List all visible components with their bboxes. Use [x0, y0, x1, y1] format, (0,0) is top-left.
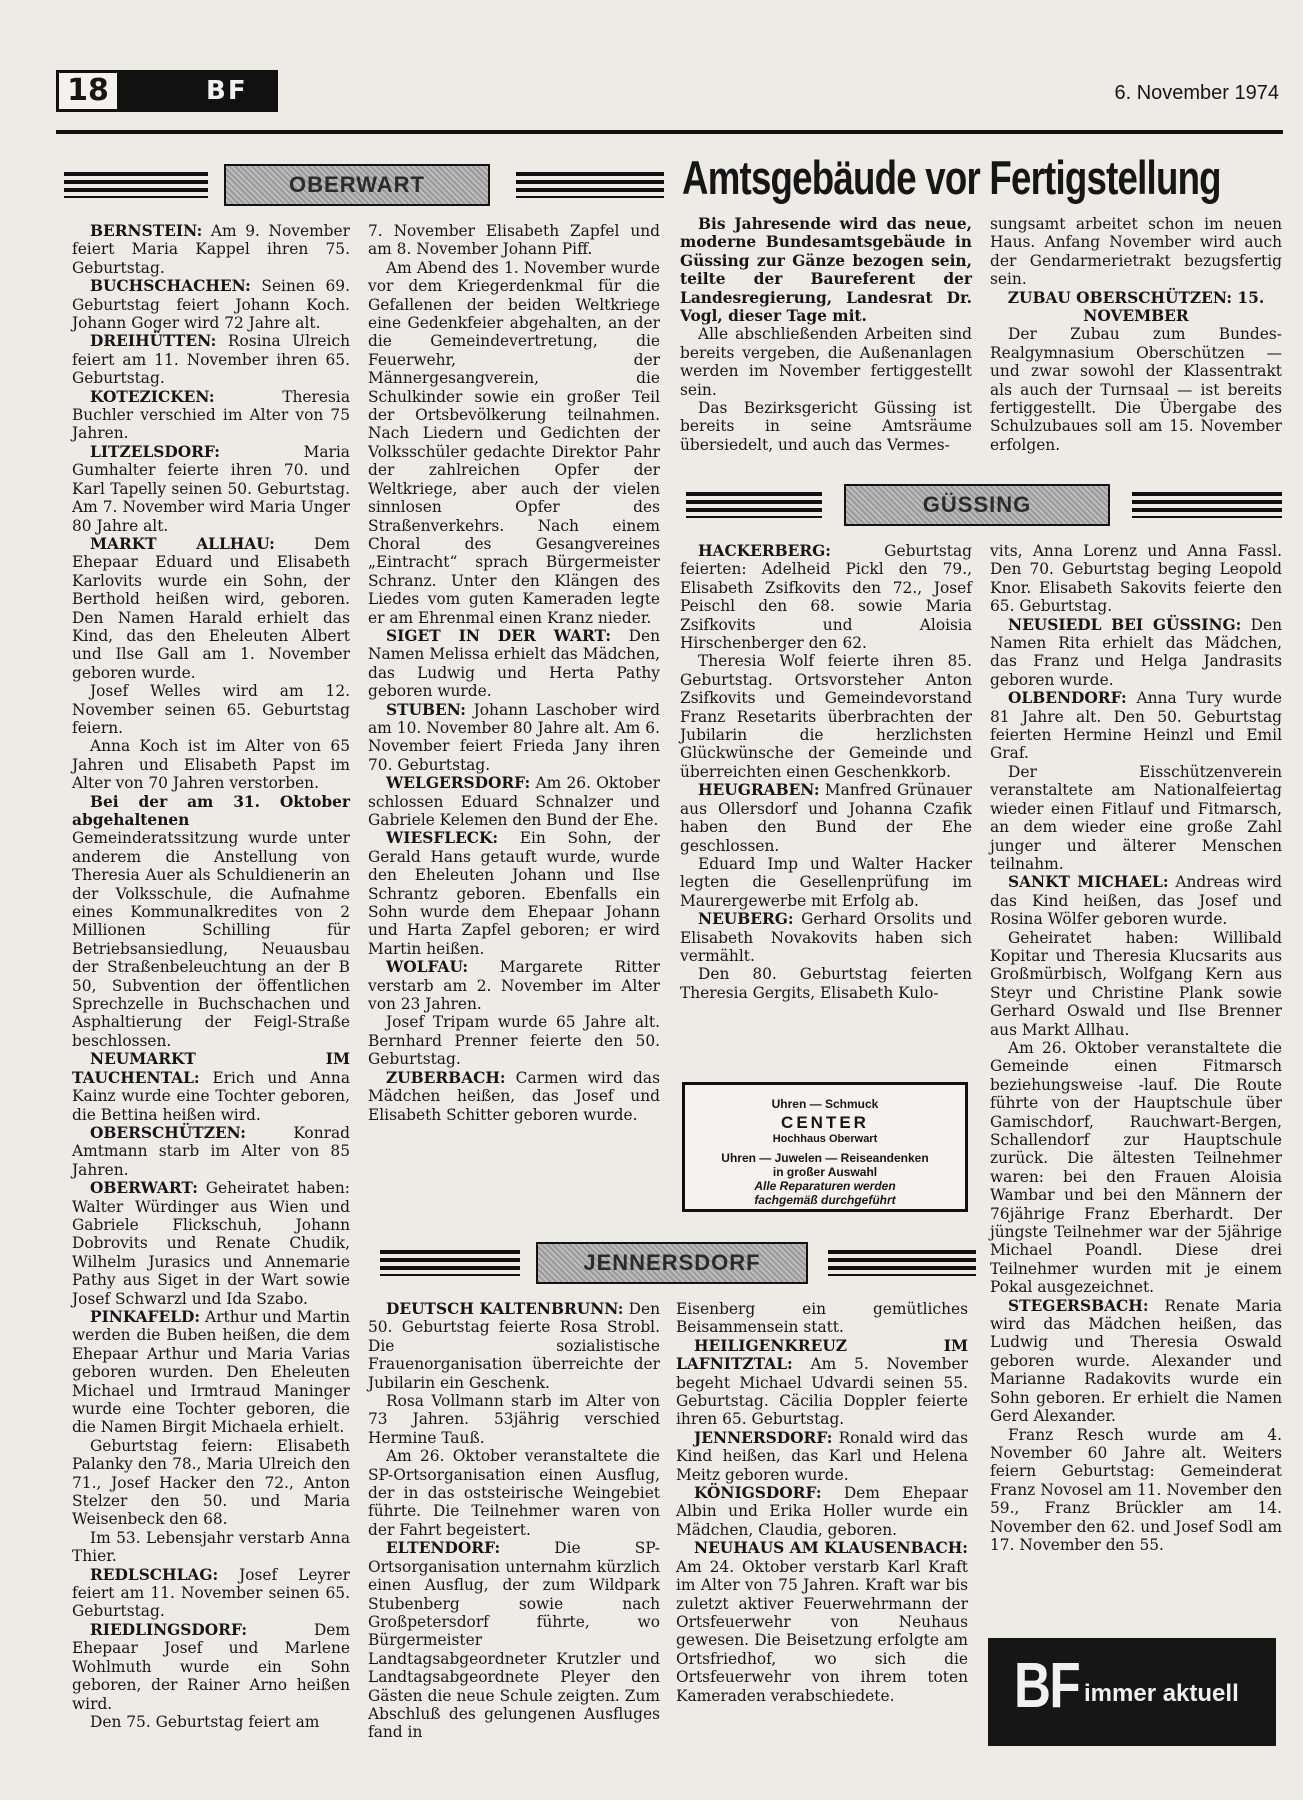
- paragraph-text: Im 53. Lebensjahr verstarb Anna Thier.: [72, 1528, 350, 1566]
- paragraph: [368, 958, 660, 1013]
- paragraph: [676, 1429, 968, 1484]
- promo-logo: BF: [1014, 1649, 1080, 1721]
- issue-date: 6. November 1974: [1114, 82, 1279, 104]
- banner-lines-left: [64, 172, 208, 198]
- paragraph: [990, 289, 1282, 326]
- banner-lines-left: [380, 1250, 520, 1276]
- paragraph: [72, 443, 350, 535]
- paragraph: [368, 259, 660, 627]
- ad-line: Uhren — Juwelen — Reiseandenken: [721, 1151, 929, 1165]
- paragraph-keyword: HEUGRABEN:: [698, 781, 820, 800]
- paragraph-keyword: OBERWART:: [90, 1179, 198, 1198]
- paragraph-keyword: REDLSCHLAG:: [90, 1565, 219, 1584]
- paragraph: [676, 1300, 968, 1337]
- paragraph: [990, 1039, 1282, 1297]
- paragraph-text: Den 50. Geburtstag feierte Rosa Strobl. Die sozialistische Frauenorganisation überreichte der Jubilarin ein Geschenk.: [368, 1300, 660, 1392]
- paragraph-text: Die SP-Ortsorganisation unternahm kürzlich einen Ausflug, der zum Wildpark Stubenberg sowie nach Großpetersdorf führte, wo Bürgermeister Landtagsabgeordneter Krutzler und Landtagsabgeordnete Pleyer den Gästen die neue Schule zeigten. Zum Abschluß des gelungenen Ausfluges fand in: [368, 1539, 660, 1742]
- paragraph-keyword: SIGET IN DER WART:: [386, 626, 612, 645]
- paragraph-text: Ein Sohn, der Gerald Hans getauft wurde, wurde den Eheleuten Johann und Ilse Schrantz geboren. Ebenfalls ein Sohn wurde dem Ehepaar Johann und Harta Zapfel geboren; er wird Martin heißen.: [368, 829, 660, 958]
- paragraph: [676, 1337, 968, 1429]
- section-banner-jennersdorf: [380, 1242, 976, 1284]
- section-title-oberwart: OBERWART: [224, 164, 490, 206]
- paragraph-text: Josef Welles wird am 12. November seinen 65. Geburtstag feiern.: [72, 682, 350, 737]
- paragraph-text: Maria Gumhalter feierte ihren 70. und Karl Tapelly seinen 50. Geburtstag. Am 7. November wird Maria Unger 80 Jahre alt.: [72, 442, 350, 535]
- paragraph-keyword: PINKAFELD:: [90, 1307, 201, 1326]
- paragraph: [368, 1392, 660, 1447]
- column-article-1: [680, 215, 972, 454]
- section-banner-guessing: [686, 484, 1282, 526]
- paragraph-text: Am 26. Oktober veranstaltete die Gemeinde einen Fitmarsch beziehungsweise -lauf. Die Route führte von der Hauptschule über Gamischdorf, Rauchwart-Bergen, Schallendorf zur Hauptschule zurück. Die ältesten Teilnehmer waren: bei den Frauen Aloisia Wambar und bei den Männern der 76jährige Franz Eberhardt. Der jüngste Teilnehmer war der 5jährige Michael Poandl. Diese drei Teilnehmer wurden mit je einem Pokal ausgezeichnet.: [990, 1038, 1282, 1297]
- paragraph-text: 7. November Elisabeth Zapfel und am 8. November Johann Piff.: [368, 222, 660, 259]
- paragraph-text: Erich und Anna Kainz wurde eine Tochter geboren, die Bettina heißen wird.: [72, 1068, 350, 1124]
- paragraph: [990, 215, 1282, 289]
- paragraph-text: Geheiratet haben: Willibald Kopitar und Theresia Klucsarits aus Großmürbisch, Wolfgang Kern aus Steyr und Christine Plank sowie Gerhard Oswald und Ilse Brenner aus Markt Allhau.: [990, 928, 1282, 1039]
- column-guessing-1: [680, 542, 972, 1002]
- article-headline: Amtsgebäude vor Fertigstellung: [682, 151, 1221, 204]
- paragraph-text: Theresia Buchler verschied im Alter von 75 Jahren.: [72, 387, 350, 443]
- paragraph-text: Am Abend des 1. November wurde vor dem Kriegerdenkmal für die Gefallenen der beiden Weltkriege eine Gedenkfeier abgehalten, an der die Gemeindevertretung, die Feuerwehr, der Männergesangverein, die Schulkinder sowie ein großer Teil der Ortsbevölkerung teilnahmen. Nach Liedern und Gedichten der Volksschüler gedachte Direktor Pahr der zahlreichen Opfer der Weltkriege, aber auch der vielen sinnlosen Opfer des Straßenverkehrs. Nach einem Choral des Gesangvereines „Eintracht“ sprach Bürgermeister Schranz. Unter den Klängen des Liedes vom guten Kameraden legte er am Ehrenmal einen Kranz nieder.: [368, 258, 660, 627]
- paragraph-keyword: DEUTSCH KALTENBRUNN:: [386, 1300, 624, 1318]
- paragraph-keyword: WOLFAU:: [386, 958, 469, 977]
- paragraph-keyword: STUBEN:: [386, 700, 466, 719]
- paragraph-keyword: NEUSIEDL BEI GÜSSING:: [1008, 615, 1242, 634]
- paragraph-text: Anna Koch ist im Alter von 65 Jahren und Elisabeth Papst im Alter von 70 Jahren verstorben.: [72, 737, 350, 793]
- paragraph-text: Dem Ehepaar Albin und Erika Holler wurde ein Mädchen, Claudia, geboren.: [676, 1484, 968, 1539]
- paragraph: [680, 652, 972, 781]
- paragraph-keyword: KOTEZICKEN:: [90, 387, 215, 406]
- advertisement-center: [682, 1082, 968, 1212]
- banner-lines-left: [686, 492, 822, 518]
- paper-logo: BF: [120, 70, 278, 112]
- paragraph-text: Renate Maria wird das Mädchen heißen, das Ludwig und Theresia Oswald geboren wurde. Alexander und Marianne Radakovits wurde ein Sohn geboren. Er erhielt die Namen Gerd Alexander.: [990, 1296, 1282, 1426]
- paragraph: [990, 1426, 1282, 1555]
- column-jennersdorf-2: [676, 1300, 968, 1705]
- column-article-2: [990, 215, 1282, 454]
- paragraph-text: Eduard Imp und Walter Hacker legten die Gesellenprüfung im Maurergewerbe mit Erfolg ab.: [680, 854, 972, 910]
- paragraph: [990, 689, 1282, 763]
- paragraph-text: Der Eisschützenverein veranstaltete am Nationalfeiertag wieder einen Fitlauf und Fitmarsch, an dem wieder eine große Zahl junger und älterer Menschen teilnahm.: [990, 762, 1282, 873]
- column-jennersdorf-1: [368, 1300, 660, 1742]
- paragraph: [680, 399, 972, 454]
- paragraph: [368, 1300, 660, 1392]
- paragraph-text: Margarete Ritter verstarb am 2. November im Alter von 23 Jahren.: [368, 958, 660, 1014]
- paragraph: [990, 542, 1282, 616]
- paragraph: [72, 1713, 350, 1731]
- paragraph: [368, 1013, 660, 1068]
- ad-line: in großer Auswahl: [772, 1165, 878, 1179]
- paragraph-text: Der Zubau zum Bundes-Realgymnasium Oberschützen — und zwar sowohl der Klassentrakt als auch der Turnsaal — ist bereits fertiggestellt. Die Übergabe des Schulzubaues soll am 15. November erfolgen.: [990, 325, 1282, 454]
- section-title-guessing: GÜSSING: [844, 484, 1110, 526]
- ad-line: Uhren — Schmuck: [771, 1097, 879, 1111]
- paragraph-text: Den Namen Melissa erhielt das Mädchen, das Ludwig und Herta Pathy geboren wurde.: [368, 626, 660, 701]
- paragraph-text: Geburtstag feierten: Adelheid Pickl den 79., Elisabeth Zsifkovits den 72., Josef Peischl den 68. sowie Maria Zsifkovits und Aloisia Hirschenberger den 62.: [680, 542, 972, 653]
- paragraph-text: Dem Ehepaar Josef und Marlene Wohlmuth wurde ein Sohn geboren, der Rainer Arno heißen wird.: [72, 1620, 350, 1713]
- paragraph-text: Geheiratet haben: Walter Würdinger aus Wien und Gabriele Flickschuh, Johann Dobrovits und Renate Chudik, Wilhelm Jurasics und Annemarie Pathy aus Siget in der Wart sowie Josef Schwarzl und Ida Szabo.: [72, 1179, 350, 1308]
- paragraph: [72, 332, 350, 387]
- paragraph-text: Rosina Ulreich feiert am 11. November ihren 65. Geburtstag.: [72, 332, 350, 388]
- paragraph-text: Dem Ehepaar Eduard und Elisabeth Karlovits wurde ein Sohn, der Berthold heißen wird, geboren. Den Namen Harald erhielt das Kind, das den Eheleuten Albert und Ilse Gall am 1. November geboren wurde.: [72, 534, 351, 682]
- column-oberwart-1: [72, 222, 350, 1731]
- paragraph-text: Eisenberg ein gemütliches Beisammensein statt.: [676, 1300, 968, 1337]
- paragraph-text: sungsamt arbeitet schon im neuen Haus. Anfang November wird auch der Gendarmerietrakt bezugsfertig sein.: [990, 215, 1282, 289]
- paragraph: [680, 542, 972, 652]
- paragraph-text: Rosa Vollmann starb im Alter von 73 Jahren. 53jährig verschied Hermine Tauß.: [368, 1392, 660, 1447]
- paragraph: [680, 965, 972, 1002]
- paragraph-keyword: Bei der am 31. Oktober abgehaltenen: [72, 792, 350, 829]
- paragraph: [368, 774, 660, 829]
- paragraph-keyword: ZUBAU OBERSCHÜTZEN: 15. NOVEMBER: [1007, 288, 1265, 326]
- paragraph-text: Konrad Amtmann starb im Alter von 85 Jahren.: [72, 1123, 350, 1179]
- paragraph: [680, 855, 972, 910]
- paragraph-keyword: HACKERBERG:: [698, 542, 831, 560]
- paragraph: [72, 277, 350, 332]
- paragraph: [72, 1566, 350, 1621]
- paragraph-text: Den 75. Geburtstag feiert am: [90, 1712, 320, 1731]
- ad-line: Hochhaus Oberwart: [772, 1133, 878, 1145]
- paragraph-text: Den Namen Rita erhielt das Mädchen, das Franz und Helga Jandrasits geboren wurde.: [990, 615, 1282, 689]
- paragraph-text: Andreas wird das Kind heißen, das Josef und Rosina Wölfer geboren wurde.: [990, 873, 1283, 929]
- paragraph: [680, 325, 972, 399]
- paragraph: [72, 1437, 350, 1529]
- paragraph: [72, 222, 350, 277]
- paragraph: [72, 1179, 350, 1308]
- banner-lines-right: [1132, 492, 1282, 518]
- paragraph: [368, 829, 660, 958]
- section-title-jennersdorf: JENNERSDORF: [536, 1242, 808, 1284]
- paragraph-keyword: NEUMARKT IM TAUCHENTAL:: [72, 1050, 350, 1087]
- paragraph-keyword: LITZELSDORF:: [90, 442, 220, 461]
- page-number: 18: [56, 70, 120, 112]
- paragraph: [72, 682, 350, 737]
- banner-lines-right: [516, 172, 664, 198]
- paragraph-text: Alle abschließenden Arbeiten sind bereits vergeben, die Außenanlagen werden im November fertiggestellt sein.: [680, 325, 972, 399]
- paragraph-text: Seinen 69. Geburtstag feiert Johann Koch. Johann Goger wird 72 Jahre alt.: [72, 277, 350, 333]
- paragraph: [72, 1050, 350, 1124]
- paragraph: [368, 627, 660, 701]
- paragraph: [72, 388, 350, 443]
- paragraph: [990, 616, 1282, 690]
- paragraph-keyword: MARKT ALLHAU:: [90, 534, 275, 553]
- paragraph-keyword: WIESFLECK:: [386, 829, 499, 848]
- paragraph-text: Am 24. Oktober verstarb Karl Kraft im Alter von 75 Jahren. Kraft war bis zuletzt aktiver Feuerwehrmann der Ortsfeuerwehr von Neuhaus gewesen. Die Beisetzung erfolgte am Ortsfriedhof, wo sich die Ortsfeuerwehr von ihrem toten Kameraden verabschiedete.: [676, 1557, 968, 1705]
- paragraph-keyword: NEUBERG:: [698, 910, 794, 929]
- paragraph: [680, 781, 972, 855]
- paragraph: [680, 910, 972, 965]
- paragraph-keyword: RIEDLINGSDORF:: [90, 1620, 248, 1639]
- paragraph-keyword: STEGERSBACH:: [1008, 1296, 1149, 1315]
- column-oberwart-2: [368, 222, 660, 1124]
- paragraph: [990, 929, 1282, 1039]
- paragraph: [72, 737, 350, 792]
- ad-line: Alle Reparaturen werden: [754, 1179, 896, 1193]
- paragraph: [676, 1484, 968, 1539]
- paragraph-keyword: Bis Jahresende wird das neue, moderne Bundesamtsgebäude in Güssing zur Gänze bezogen sein, teilte der Baureferent der Landesregierung, Landesrat Dr. Vogl, dieser Tage mit.: [680, 215, 972, 326]
- paragraph-keyword: NEUHAUS AM KLAUSENBACH:: [694, 1539, 968, 1558]
- paragraph: [72, 535, 350, 682]
- paragraph-text: Arthur und Martin werden die Buben heißen, die dem Ehepaar Arthur und Maria Varias geboren wurden. Den Eheleuten Michael und Irmtraud Maninger wurde eine Tochter geboren, die die Namen Birgit Michaela erhielt.: [72, 1307, 350, 1437]
- paragraph: [72, 1124, 350, 1179]
- paragraph: [368, 1539, 660, 1741]
- paragraph-text: Geburtstag feiern: Elisabeth Palanky den 78., Maria Ulreich den 71., Josef Hacker den 72., Anton Stelzer den 50. und Maria Weisenbeck den 68.: [72, 1436, 350, 1529]
- paragraph-keyword: DREIHÜTTEN:: [90, 332, 217, 351]
- paragraph-text: Gerhard Orsolits und Elisabeth Novakovits haben sich vermählt.: [680, 910, 972, 965]
- paragraph-text: Carmen wird das Mädchen heißen, das Josef und Elisabeth Schitter geboren wurde.: [368, 1068, 660, 1124]
- paragraph-text: Am 5. November begeht Michael Udvardi seinen 55. Geburtstag. Cäcilia Doppler feierte ihren 65. Geburtstag.: [676, 1355, 968, 1429]
- paragraph: [990, 763, 1282, 873]
- header-rule: [56, 130, 1283, 134]
- paragraph-keyword: HEILIGENKREUZ IM LAFNITZTAL:: [676, 1336, 968, 1374]
- paragraph-text: Ronald wird das Kind heißen, das Karl und Helena Meitz geboren wurde.: [676, 1428, 968, 1484]
- paragraph-text: Am 26. Oktober schlossen Eduard Schnalzer und Gabriele Kelemen den Bund der Ehe.: [368, 774, 660, 829]
- paragraph-text: Anna Tury wurde 81 Jahre alt. Den 50. Geburtstag feierten Hermine Heinzl und Emil Graf.: [990, 689, 1282, 763]
- paragraph-text: Johann Laschober wird am 10. November 80 Jahre alt. Am 6. November feiert Frieda Jany ihren 70. Geburtstag.: [368, 700, 660, 774]
- paragraph-keyword: BUCHSCHACHEN:: [90, 277, 251, 296]
- paragraph: [368, 1447, 660, 1539]
- paragraph-text: Manfred Grünauer aus Ollersdorf und Johanna Czafik haben den Bund der Ehe geschlossen.: [680, 781, 972, 855]
- paragraph-keyword: BERNSTEIN:: [90, 222, 203, 240]
- section-banner-oberwart: [64, 164, 664, 206]
- ad-line: fachgemäß durchgeführt: [754, 1193, 896, 1207]
- ad-brand: CENTER: [781, 1113, 869, 1132]
- paragraph-keyword: OLBENDORF:: [1008, 689, 1127, 708]
- paragraph-keyword: KÖNIGSDORF:: [694, 1484, 822, 1503]
- column-guessing-2: [990, 542, 1282, 1554]
- paragraph-text: Theresia Wolf feierte ihren 85. Geburtstag. Ortsvorsteher Anton Zsifkovits und Gemeindevorstand Franz Resetarits überbrachten der Jubilarin die herzlichsten Glückwünsche der Gemeinde und überreichten einen Geschenkkorb.: [680, 652, 972, 781]
- paragraph-text: Josef Leyrer feiert am 11. November seinen 65. Geburtstag.: [72, 1565, 350, 1621]
- paragraph-keyword: OBERSCHÜTZEN:: [90, 1123, 246, 1142]
- paragraph-text: Franz Resch wurde am 4. November 60 Jahre alt. Weiters feiern Geburtstag: Gemeinderat Franz Novosel am 11. November den 59., Franz Brückler am 14. November den 62. und Josef Sodl am 17. November den 55.: [990, 1425, 1282, 1554]
- paragraph: [72, 1529, 350, 1566]
- paragraph-text: Den 80. Geburtstag feierten Theresia Gergits, Elisabeth Kulo-: [680, 965, 972, 1002]
- paragraph-keyword: ELTENDORF:: [386, 1539, 501, 1558]
- paragraph-text: vits, Anna Lorenz und Anna Fassl. Den 70. Geburtstag beging Leopold Knor. Elisabeth Sakovits feierte den 65. Geburtstag.: [990, 542, 1282, 616]
- paragraph-text: Das Bezirksgericht Güssing ist bereits in seine Amtsräume übersiedelt, und auch das Vermes-: [680, 399, 972, 454]
- paragraph: [368, 222, 660, 259]
- paragraph-keyword: SANKT MICHAEL:: [1008, 873, 1169, 892]
- paragraph-text: Am 26. Oktober veranstaltete die SP-Ortsorganisation einen Ausflug, der in das oststeirische Weingebiet führte. Die Teilnehmer waren von der Fahrt begeistert.: [368, 1447, 660, 1539]
- paragraph: [990, 325, 1282, 454]
- paragraph-keyword: WELGERSDORF:: [386, 774, 531, 793]
- paragraph-text: Am 9. November feiert Maria Kappel ihren 75. Geburtstag.: [72, 222, 350, 277]
- paragraph-text: Gemeinderatssitzung wurde unter anderem die Anstellung von Theresia Auer als Schuldienerin an der Volksschule, die Aufnahme eines Kommunalkredites von 2 Millionen Schilling für Betriebsansiedlung, Neuausbau der Straßenbeleuchtung an der B 50, Subvention der öffentlichen Sprechzelle in Buchschachen und Asphaltierung der Feigl-Straße beschlossen.: [72, 829, 350, 1050]
- paragraph: [680, 215, 972, 325]
- paragraph: [990, 1297, 1282, 1426]
- paragraph-text: Josef Tripam wurde 65 Jahre alt. Bernhard Prenner feierte den 50. Geburtstag.: [368, 1013, 660, 1069]
- paragraph: [72, 1308, 350, 1437]
- paragraph-keyword: JENNERSDORF:: [694, 1428, 833, 1447]
- promo-tagline: immer aktuell: [1084, 1680, 1239, 1707]
- paragraph: [990, 873, 1282, 928]
- banner-lines-right: [828, 1250, 976, 1276]
- paragraph-keyword: ZUBERBACH:: [386, 1068, 506, 1087]
- paragraph: [368, 1069, 660, 1124]
- paragraph: [676, 1539, 968, 1705]
- paragraph: [72, 1621, 350, 1713]
- promo-box: [988, 1638, 1276, 1746]
- paragraph: [72, 793, 350, 1051]
- paragraph: [368, 701, 660, 775]
